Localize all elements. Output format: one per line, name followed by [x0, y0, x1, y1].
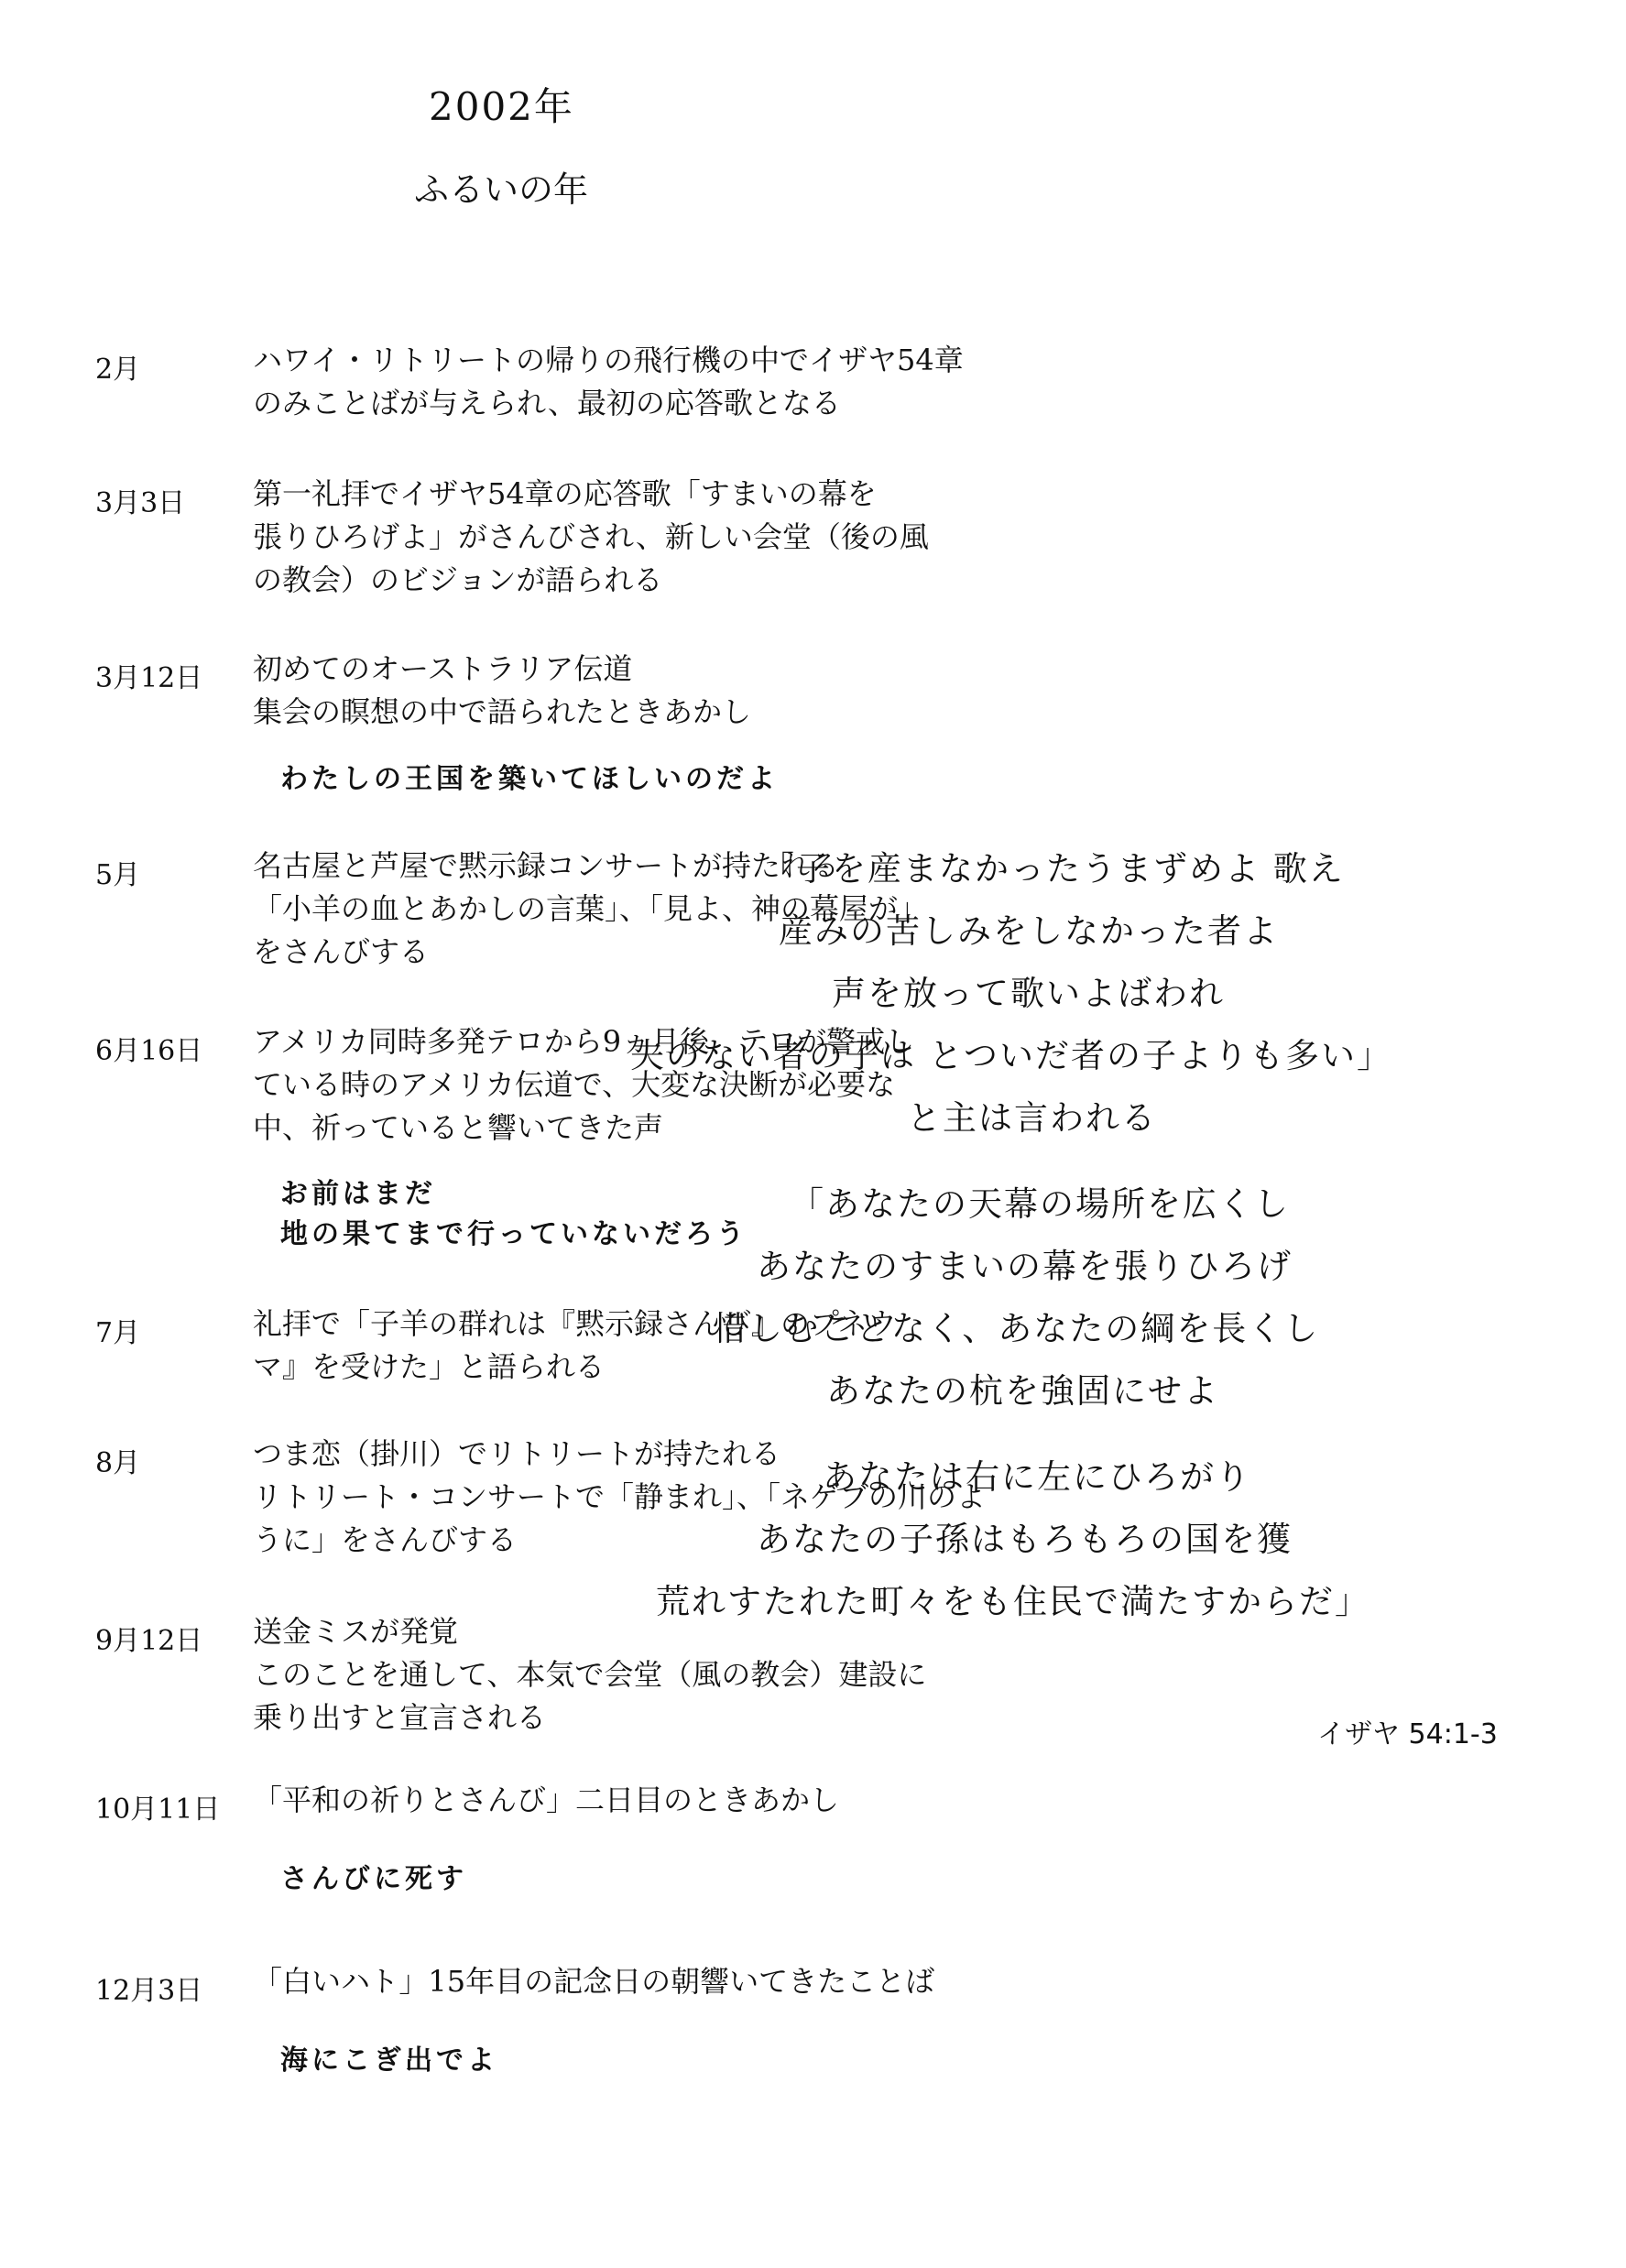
entry-text-line: アメリカ同時多発テロから9ヵ月後、テロが警戒し [253, 1024, 915, 1059]
entry-date: 6月16日 [95, 1035, 203, 1067]
scripture-line: 産みの苦しみをしなかった者よ [779, 911, 1279, 951]
entry-date: 3月12日 [95, 662, 203, 694]
entry-text-line: つま恋（掛川）でリトリートが持たれる [253, 1436, 781, 1471]
entry-text-line: をさんびする [253, 934, 430, 969]
entry-text-line: このことを通して、本気で会堂（風の教会）建設に [253, 1657, 927, 1692]
entry-text [253, 1610, 926, 1739]
entry-text-line: 「小羊の血とあかしの言葉」、「見よ、神の幕屋が」 [253, 891, 928, 926]
entry-text [253, 473, 929, 602]
quote-line: さんびに死す [280, 1863, 467, 1895]
quote-line: お前はまだ [280, 1178, 436, 1210]
entry-date: 10月11日 [95, 1794, 221, 1826]
entry-text-line: ハワイ・リトリートの帰りの飛行機の中でイザヤ54章 [253, 343, 964, 377]
entry-text-line: 初めてのオーストラリア伝道 [253, 651, 633, 686]
scripture-line: あなたは右に左にひろがり [823, 1457, 1251, 1497]
entry-text-line: 乗り出すと宣言される [253, 1700, 547, 1735]
page-title: 2002年 [429, 84, 574, 129]
entry-text [253, 648, 751, 734]
scripture-line: あなたの子孫はもろもろの国を獲 [757, 1520, 1293, 1559]
entry-text [253, 1960, 934, 2003]
entry-text-line: マ』を受けた」と語られる [253, 1349, 606, 1384]
entry-date: 3月3日 [95, 487, 186, 519]
entry-text [253, 1779, 839, 1822]
entry-text-line: リトリート・コンサートで「静まれ」、「ネゲブの川のよ [253, 1479, 987, 1514]
entry-text-line: 名古屋と芦屋で黙示録コンサートが持たれる [253, 848, 840, 883]
scripture-line: あなたの杭を強固にせよ [826, 1371, 1219, 1411]
scripture-line: 声を放って歌いよばわれ [832, 974, 1225, 1013]
scripture-reference: イザヤ 54:1-3 [1317, 1718, 1498, 1750]
scripture-line: 荒れすたれた町々をも住民で満たすからだ」 [656, 1582, 1370, 1621]
quote-line: 海にこぎ出でよ [280, 2044, 498, 2077]
entry-date: 2月 [95, 354, 141, 386]
entry-text-line: 礼拝で「子羊の群れは『黙示録さんび』のプネウ [253, 1306, 897, 1341]
entry-text-line: のみことばが与えられ、最初の応答歌となる [253, 386, 841, 420]
entry-text-line: ている時のアメリカ伝道で、大変な決断が必要な [253, 1067, 896, 1102]
entry-date: 5月 [95, 859, 141, 891]
entry-text-line: 集会の瞑想の中で語られたときあかし [253, 694, 752, 729]
quote-line: 地の果てまで行っていないだろう [280, 1218, 748, 1250]
scripture-line: 夫のない者の子は とついだ者の子よりも多い」 [630, 1036, 1393, 1075]
entry-text-line: 第一礼拝でイザヤ54章の応答歌「すまいの幕を [253, 476, 877, 511]
revelation-quote [280, 1859, 467, 1900]
entry-text-line: の教会）のビジョンが語られる [253, 562, 663, 597]
entry-text-line: 「平和の祈りとさんび」二日目のときあかし [253, 1783, 840, 1817]
entry-text-line: 「白いハト」15年目の記念日の朝響いてきたことば [253, 1964, 935, 1999]
entry-text-line: 中、祈っていると響いてきた声 [253, 1110, 664, 1145]
revelation-quote [280, 1174, 748, 1255]
scripture-line: 「あなたの天幕の場所を広くし [790, 1184, 1290, 1224]
scripture-line: あなたのすまいの幕を張りひろげ [757, 1247, 1293, 1286]
entry-date: 12月3日 [95, 1975, 203, 2007]
scripture-line: 惜しむことなく、あなたの綱を長くし [713, 1309, 1320, 1348]
quote-line: わたしの王国を築いてほしいのだよ [280, 763, 779, 795]
page-subtitle: ふるいの年 [414, 169, 589, 210]
entry-text-line: 張りひろげよ」がさんびされ、新しい会堂（後の風 [253, 519, 929, 554]
scripture-line: と主は言われる [907, 1098, 1157, 1138]
entry-date: 9月12日 [95, 1625, 203, 1657]
entry-text-line: 送金ミスが発覚 [253, 1614, 459, 1649]
scripture-line: 「子を産まなかったうまずめよ 歌え [760, 849, 1345, 889]
entry-text-line: うに」をさんびする [253, 1522, 518, 1557]
revelation-quote [280, 759, 779, 800]
entry-date: 8月 [95, 1447, 141, 1479]
entry-date: 7月 [95, 1317, 141, 1349]
entry-text [253, 339, 964, 425]
revelation-quote [280, 2041, 498, 2081]
